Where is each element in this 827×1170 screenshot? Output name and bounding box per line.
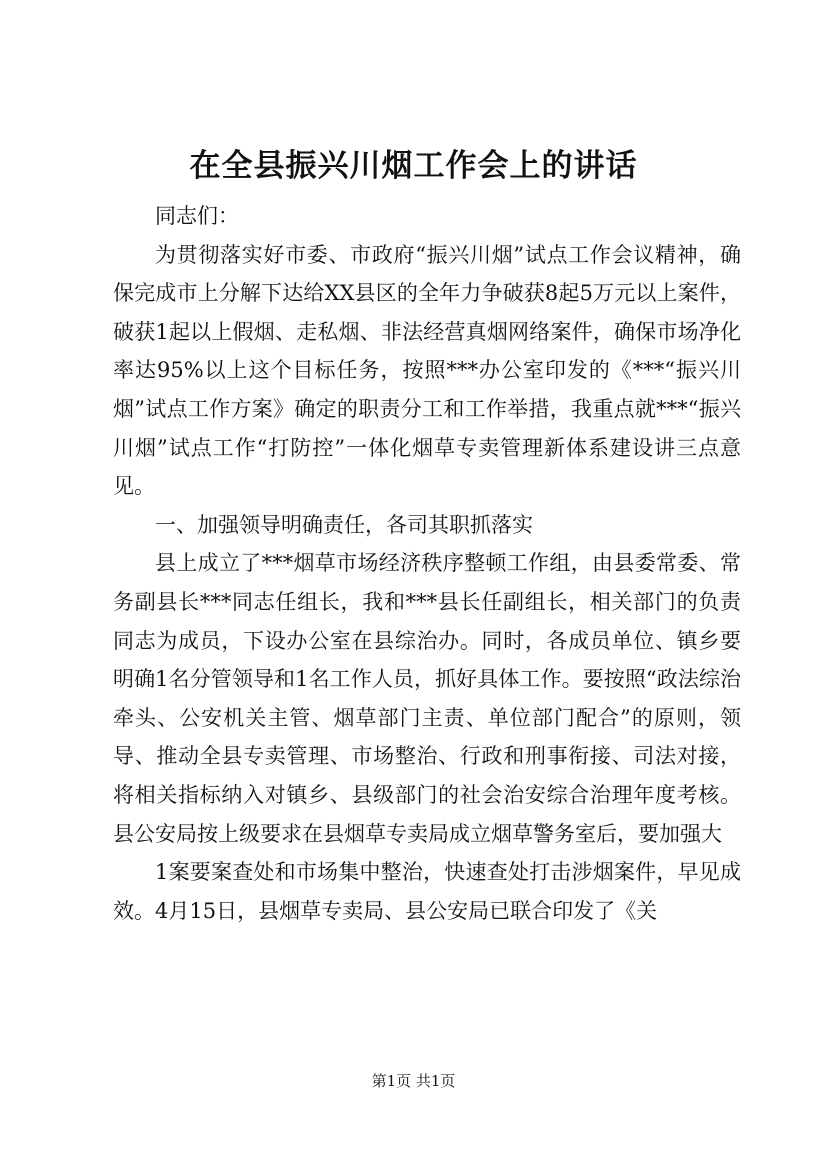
document-body (113, 197, 741, 930)
section-heading: 一、加强领导明确责任，各司其职抓落实 (155, 512, 533, 537)
body-paragraph: 县上成立了***烟草市场经济秩序整顿工作组，由县委常委、常务副县长***同志任组长，我和***县长任副组长，相关部门的负责同志为成员，下设办公室在县综治办。同时，各成员单位、镇乡要明确1名分管领导和1名工作人员，抓好具体工作。要按照“政法综治牵头、公安机关主管、烟草部门主责、单位部门配合”的原则，领导、推动全县专卖管理、市场整治、行政和刑事衔接、司法对接，将相关指标纳入对镇乡、县级部门的社会治安综合治理年度考核。县公安局按上级要求在县烟草专卖局成立烟草警务室后，要加强大 (113, 551, 741, 846)
intro-paragraph: 为贯彻落实好市委、市政府“振兴川烟”试点工作会议精神，确保完成市上分解下达给XX县区的全年力争破获8起5万元以上案件，破获1起以上假烟、走私烟、非法经营真烟网络案件，确保市场净化率达95%以上这个目标任务，按照***办公室印发的《***“振兴川烟”试点工作方案》确定的职责分工和工作举措，我重点就***“振兴川烟”试点工作“打防控”一体化烟草专卖管理新体系建设讲三点意见。 (113, 242, 741, 499)
salutation-paragraph: 同志们： (155, 204, 239, 228)
page-footer: 第1页 共1页 (371, 1072, 456, 1090)
body-paragraph: 1案要案查处和市场集中整治，快速查处打击涉烟案件，早见成效。4月15日，县烟草专卖局、县公安局已联合印发了《关 (113, 860, 741, 923)
document-title: 在全县振兴川烟工作会上的讲话 (189, 148, 638, 184)
